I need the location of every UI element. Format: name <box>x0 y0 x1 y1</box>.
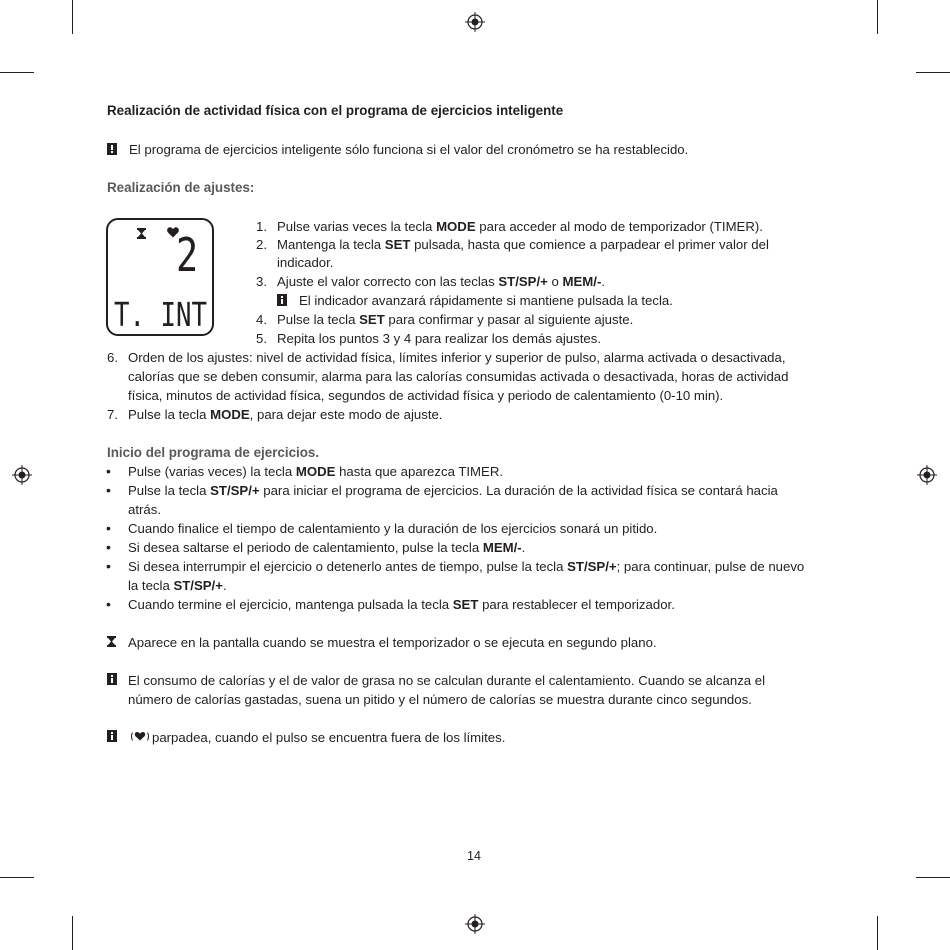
registration-mark-icon <box>465 12 485 32</box>
crop-mark <box>877 916 878 950</box>
start-title: Inicio del programa de ejercicios. <box>107 445 320 460</box>
start-bullet-2: Pulse la tecla ST/SP/+ para iniciar el programa de ejercicios. La duración de la actividad física se contará hacia <box>128 483 778 498</box>
step-number: 3. <box>256 274 267 289</box>
hourglass-icon <box>137 228 146 239</box>
warning-note: El programa de ejercicios inteligente sólo funciona si el valor del cronómetro se ha restablecido. <box>129 142 689 157</box>
lcd-label: T. INT <box>114 295 207 334</box>
crop-mark <box>877 0 878 34</box>
warning-icon <box>107 143 117 155</box>
pulse-note: parpadea, cuando el pulso se encuentra fuera de los límites. <box>152 730 506 745</box>
crop-mark <box>916 877 950 878</box>
info-icon <box>277 294 287 306</box>
step-6-line: calorías que se deben consumir, alarma para las calorías consumidas activada o desactivada, horas de actividad <box>128 369 789 384</box>
crop-mark <box>72 0 73 34</box>
step-6-line: Orden de los ajustes: nivel de actividad física, límites inferior y superior de pulso, alarma activada o desactivada, <box>128 350 786 365</box>
bullet-icon: • <box>106 539 111 555</box>
step-2-continued: indicador. <box>277 255 334 270</box>
page-number: 14 <box>467 849 481 863</box>
calories-note-line: El consumo de calorías y el de valor de grasa no se calculan durante el calentamiento. Cuando se alcanza el <box>128 673 766 688</box>
bullet-icon: • <box>106 520 111 536</box>
crop-mark <box>0 877 34 878</box>
step-7: Pulse la tecla MODE, para dejar este modo de ajuste. <box>128 407 443 422</box>
step-number: 1. <box>256 219 267 234</box>
step-number: 6. <box>107 350 118 365</box>
start-bullet-3: Cuando finalice el tiempo de calentamiento y la duración de los ejercicios sonará un pitido. <box>128 521 658 536</box>
step-1: Pulse varias veces la tecla MODE para acceder al modo de temporizador (TIMER). <box>277 219 763 234</box>
step-3: Ajuste el valor correcto con las teclas ST/SP/+ o MEM/-. <box>277 274 606 289</box>
step-number: 7. <box>107 407 118 422</box>
bullet-icon: • <box>106 482 111 498</box>
step-number: 5. <box>256 331 267 346</box>
bullet-icon: • <box>106 558 111 574</box>
registration-mark-icon <box>917 465 937 485</box>
start-bullet-1: Pulse (varias veces) la tecla MODE hasta que aparezca TIMER. <box>128 464 504 479</box>
info-icon <box>107 673 117 685</box>
settings-title: Realización de ajustes: <box>107 180 255 195</box>
page-heading: Realización de actividad física con el programa de ejercicios inteligente <box>107 103 564 118</box>
pulse-heart-icon <box>130 731 150 742</box>
step-4: Pulse la tecla SET para confirmar y pasar al siguiente ajuste. <box>277 312 634 327</box>
bullet-icon: • <box>106 596 111 612</box>
crop-mark <box>0 72 34 73</box>
start-bullet-5: Si desea interrumpir el ejercicio o detenerlo antes de tiempo, pulse la tecla ST/SP/+; para continuar, pulse de nuevo <box>128 559 805 574</box>
start-bullet-2-continued: atrás. <box>128 502 161 517</box>
hourglass-note: Aparece en la pantalla cuando se muestra el temporizador o se ejecuta en segundo plano. <box>128 635 657 650</box>
crop-mark <box>916 72 950 73</box>
lcd-digit: 2 <box>176 228 199 282</box>
step-2: Mantenga la tecla SET pulsada, hasta que comience a parpadear el primer valor del <box>277 237 769 252</box>
step-5: Repita los puntos 3 y 4 para realizar los demás ajustes. <box>277 331 601 346</box>
calories-note-line: número de calorías gastadas, suena un pitido y el número de calorías se muestra durante cinco segundos. <box>128 692 752 707</box>
hourglass-icon <box>107 636 116 647</box>
registration-mark-icon <box>12 465 32 485</box>
start-bullet-5-continued: la tecla ST/SP/+. <box>128 578 227 593</box>
bullet-icon: • <box>106 463 111 479</box>
crop-mark <box>72 916 73 950</box>
step-3-info: El indicador avanzará rápidamente si mantiene pulsada la tecla. <box>299 293 673 308</box>
step-number: 4. <box>256 312 267 327</box>
info-icon <box>107 730 117 742</box>
registration-mark-icon <box>465 914 485 934</box>
lcd-display <box>106 218 214 336</box>
step-number: 2. <box>256 237 267 252</box>
step-6-line: física, minutos de actividad física, segundos de actividad física y periodo de calentamiento (0-10 min). <box>128 388 724 403</box>
start-bullet-4: Si desea saltarse el periodo de calentamiento, pulse la tecla MEM/-. <box>128 540 526 555</box>
start-bullet-6: Cuando termine el ejercicio, mantenga pulsada la tecla SET para restablecer el temporizador. <box>128 597 675 612</box>
